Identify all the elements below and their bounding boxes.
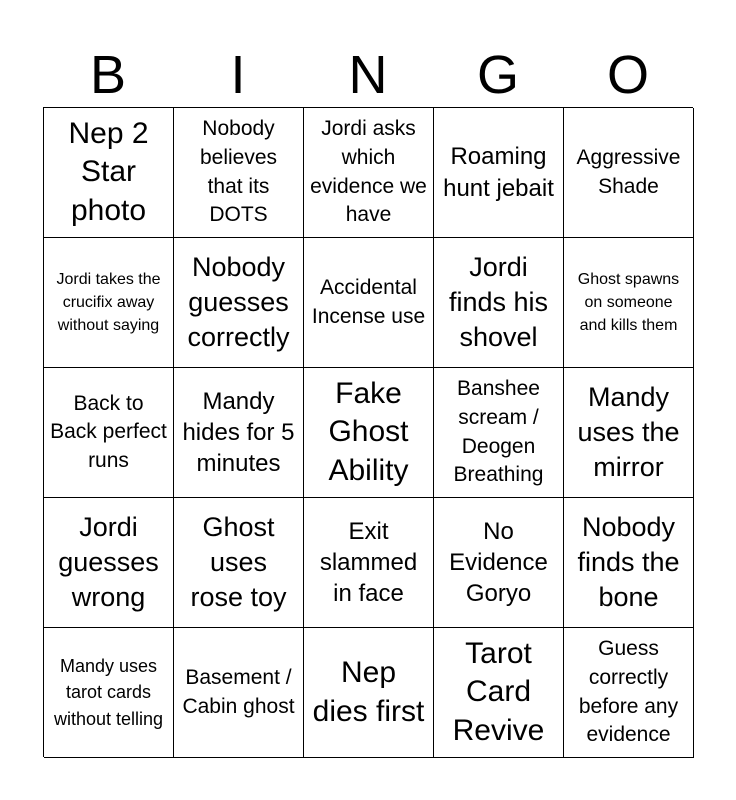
bingo-cell[interactable]: Exit slammed in face: [304, 498, 434, 628]
bingo-cell[interactable]: Roaming hunt jebait: [434, 108, 564, 238]
bingo-cell[interactable]: Jordi takes the crucifix away without saying: [44, 238, 174, 368]
header-letter-i: I: [230, 45, 246, 105]
bingo-cell[interactable]: No Evidence Goryo: [434, 498, 564, 628]
header-letter-o: O: [606, 45, 649, 105]
bingo-cell[interactable]: Ghost uses rose toy: [174, 498, 304, 628]
bingo-cell[interactable]: Mandy hides for 5 minutes: [174, 368, 304, 498]
bingo-cell[interactable]: Aggressive Shade: [564, 108, 694, 238]
bingo-cell[interactable]: Jordi asks which evidence we have: [304, 108, 434, 238]
bingo-cell[interactable]: Nobody guesses correctly: [174, 238, 304, 368]
bingo-cell[interactable]: Banshee scream / Deogen Breathing: [434, 368, 564, 498]
bingo-cell[interactable]: Basement / Cabin ghost: [174, 628, 304, 758]
bingo-cell[interactable]: Nep dies first: [304, 628, 434, 758]
bingo-cell[interactable]: Ghost spawns on someone and kills them: [564, 238, 694, 368]
bingo-cell[interactable]: Mandy uses the mirror: [564, 368, 694, 498]
bingo-cell[interactable]: Jordi finds his shovel: [434, 238, 564, 368]
bingo-header: [43, 40, 693, 110]
header-letter-n: N: [348, 45, 388, 105]
bingo-cell[interactable]: Nobody finds the bone: [564, 498, 694, 628]
bingo-cell[interactable]: Fake Ghost Ability: [304, 368, 434, 498]
bingo-cell[interactable]: Jordi guesses wrong: [44, 498, 174, 628]
header-letter-b: B: [89, 45, 127, 105]
bingo-grid: [43, 107, 693, 757]
bingo-cell[interactable]: Back to Back perfect runs: [44, 368, 174, 498]
header-letter-g: G: [476, 45, 519, 105]
bingo-cell[interactable]: Guess correctly before any evidence: [564, 628, 694, 758]
bingo-cell[interactable]: Tarot Card Revive: [434, 628, 564, 758]
bingo-cell[interactable]: Nep 2 Star photo: [44, 108, 174, 238]
bingo-cell[interactable]: Accidental Incense use: [304, 238, 434, 368]
bingo-cell[interactable]: Nobody believes that its DOTS: [174, 108, 304, 238]
bingo-cell[interactable]: Mandy uses tarot cards without telling: [44, 628, 174, 758]
